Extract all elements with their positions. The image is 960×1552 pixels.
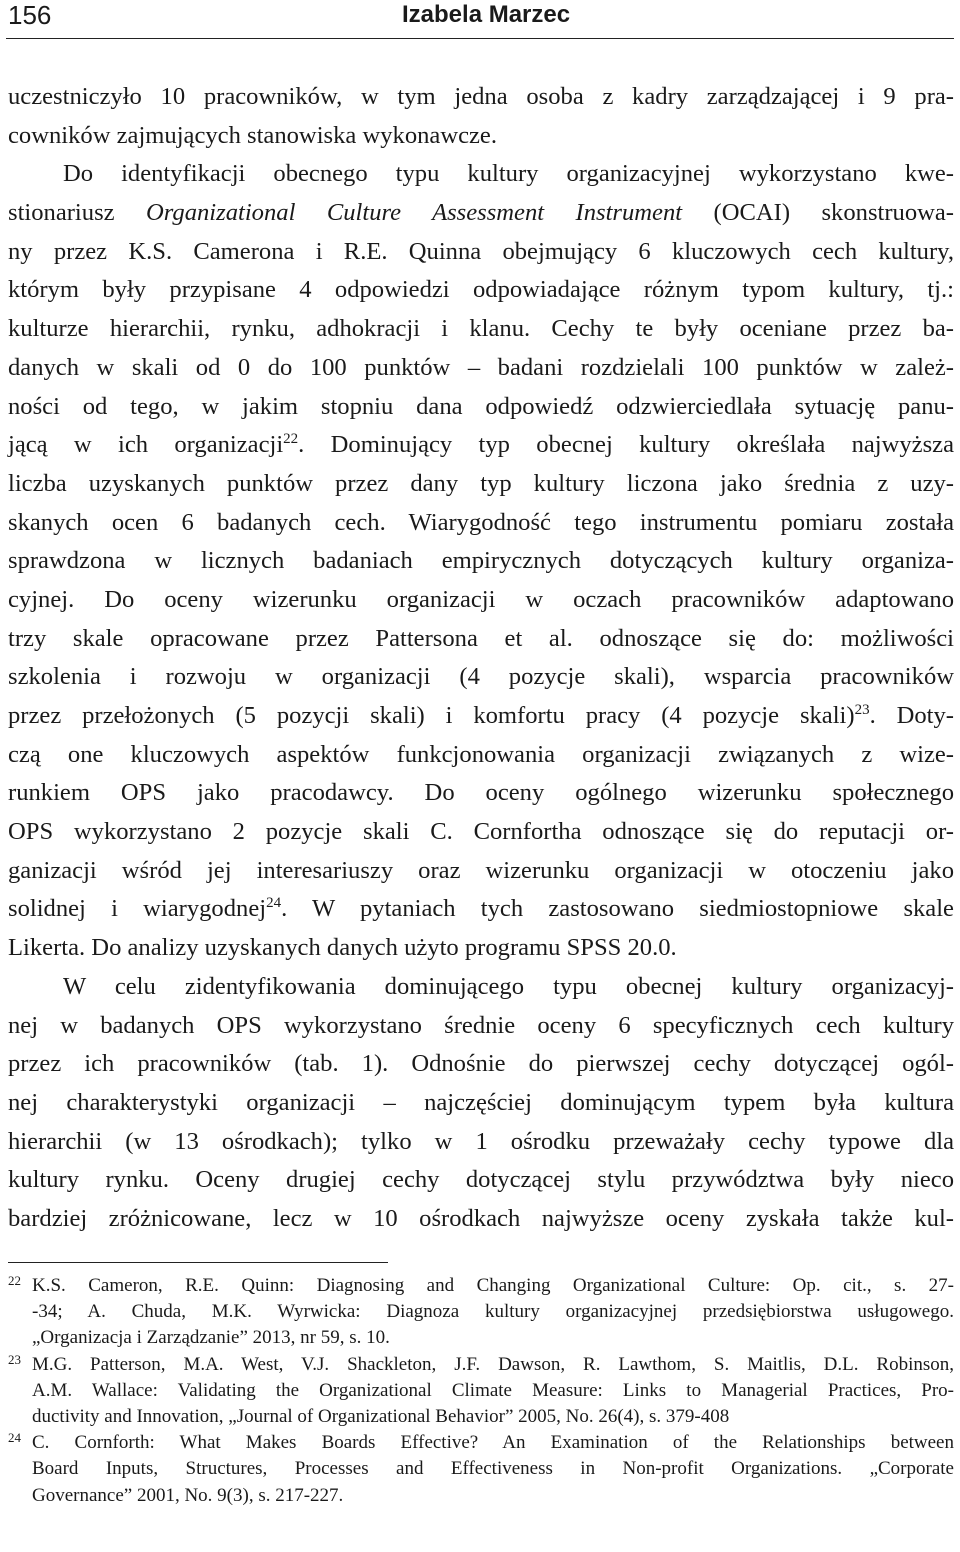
- text-line: nej w badanych OPS wykorzystano średnie oceny 6 specyficznych cech kultury: [8, 1011, 954, 1039]
- text-segment: . Doty-: [869, 702, 954, 729]
- header-rule: [6, 38, 954, 39]
- text-line: hierarchii (w 13 ośrodkach); tylko w 1 ośrodku przeważały cechy typowe dla: [8, 1127, 954, 1155]
- page-header: [0, 0, 960, 38]
- text-line: szkolenia i rozwoju w organizacji (4 pozycje skali), wsparcia pracowników: [8, 663, 954, 691]
- text-segment: przez przełożonych (5 pozycji skali) i komfortu pracy (4 pozycje skali): [8, 702, 855, 729]
- text-segment: solidnej i wiarygodnej: [8, 895, 267, 923]
- text-line: danych w skali od 0 do 100 punktów – badani rozdzielali 100 punktów w zależ-: [8, 353, 954, 381]
- footnote-line: „Organizacja i Zarządzanie” 2013, nr 59, s. 10.: [32, 1327, 390, 1349]
- footnote-23: [8, 1352, 954, 1431]
- footnote-number: 22: [8, 1273, 21, 1288]
- text-line: W celu zidentyfikowania dominującego typu obecnej kultury organizacyj-: [63, 972, 954, 1000]
- text-line: ny przez K.S. Camerona i R.E. Quinna obejmujący 6 kluczowych cech kultury,: [8, 237, 954, 265]
- footnote-line: -34; A. Chuda, M.K. Wyrwicka: Diagnoza kultury organizacyjnej przedsiębiorstwa usługowego.: [32, 1301, 954, 1323]
- footnote-number: 23: [8, 1351, 21, 1367]
- footnote-reference: 22: [283, 431, 299, 448]
- text-line: [8, 890, 954, 929]
- instrument-name-italic: Organizational Culture Assessment Instrument: [146, 199, 683, 227]
- footnote-line: K.S. Cameron, R.E. Quinn: Diagnosing and Changing Organizational Culture: Op. cit., s. 27-: [32, 1275, 954, 1296]
- text-segment: . W pytaniach tych zastosowano siedmiostopniowe skale: [281, 895, 954, 923]
- text-line: skanych ocen 6 badanych cech. Wiarygodność tego instrumentu pomiaru została: [8, 508, 954, 536]
- footnote-separator: [8, 1262, 388, 1263]
- text-line: przez ich pracowników (tab. 1). Odnośnie do pierwszej cechy dotyczącej ogól-: [8, 1050, 954, 1078]
- text-line: którym były przypisane 4 odpowiedzi odpowiadające różnym typom kultury, tj.:: [8, 276, 954, 304]
- footnote-24: [8, 1430, 954, 1509]
- text-line: [8, 194, 954, 233]
- footnote-line: ductivity and Innovation, „Journal of Organizational Behavior” 2005, No. 26(4), s. 379-408: [32, 1405, 730, 1427]
- page-number: 156: [8, 0, 52, 30]
- footnote-line: Governance” 2001, No. 9(3), s. 217-227.: [32, 1484, 344, 1506]
- body-text: [8, 78, 954, 1239]
- text-line: cyjnej. Do oceny wizerunku organizacji w oczach pracowników adaptowano: [8, 585, 954, 613]
- text-line: liczba uzyskanych punktów przez dany typ kultury liczona jako średnia z uzy-: [8, 469, 954, 497]
- footnote-22: [8, 1273, 954, 1352]
- text-segment: (OCAI) skonstruowa-: [682, 199, 955, 227]
- text-line: ganizacji wśród jej interesariuszy oraz wizerunku organizacji w otoczeniu jako: [8, 856, 954, 884]
- text-line: ności od tego, w jakim stopniu dana odpowiedź odzwierciedlała sytuację panu-: [8, 392, 954, 420]
- text-line: Likerta. Do analizy uzyskanych danych użyto programu SPSS 20.0.: [8, 934, 677, 962]
- text-line: trzy skale opracowane przez Pattersona et al. odnoszące się do: możliwości: [8, 624, 954, 652]
- text-line: OPS wykorzystano 2 pozycje skali C. Cornfortha odnoszące się do reputacji or-: [8, 818, 954, 846]
- text-line: kultury rynku. Oceny drugiej cechy dotyczącej stylu przywództwa były nieco: [8, 1166, 954, 1194]
- footnote-number: 24: [8, 1430, 21, 1446]
- text-line: czą one kluczowych aspektów funkcjonowania organizacji związanych z wize-: [8, 740, 954, 768]
- text-segment: . Dominujący typ obecnej kultury określała najwyższa: [298, 431, 954, 459]
- text-line: nej charakterystyki organizacji – najczęściej dominującym typem była kultura: [8, 1088, 954, 1116]
- footnote-line: M.G. Patterson, M.A. West, V.J. Shackleton, J.F. Dawson, R. Lawthom, S. Maitlis, D.L. Robinson,: [32, 1353, 954, 1375]
- text-line: [8, 697, 954, 736]
- text-segment: jącą w ich organizacji: [8, 431, 284, 459]
- running-head-author: Izabela Marzec: [402, 1, 571, 28]
- footnote-line: C. Cornforth: What Makes Boards Effective? An Examination of the Relationships between: [32, 1432, 954, 1454]
- text-line: cowników zajmujących stanowiska wykonawcze.: [8, 121, 497, 149]
- text-line: uczestniczyło 10 pracowników, w tym jedna osoba z kadry zarządzającej i 9 pra-: [8, 83, 954, 110]
- text-line: bardziej zróżnicowane, lecz w 10 ośrodkach najwyższe oceny zyskała także kul-: [8, 1204, 954, 1232]
- text-line: [8, 426, 954, 465]
- footnote-reference: 23: [854, 702, 870, 718]
- text-line: sprawdzona w licznych badaniach empirycznych dotyczących kultury organiza-: [8, 547, 954, 575]
- footnotes: [8, 1273, 954, 1509]
- text-line: runkiem OPS jako pracodawcy. Do oceny ogólnego wizerunku społecznego: [8, 779, 954, 807]
- text-line: Do identyfikacji obecnego typu kultury organizacyjnej wykorzystano kwe-: [63, 160, 954, 188]
- footnote-reference: 24: [266, 895, 282, 912]
- footnote-line: Board Inputs, Structures, Processes and Effectiveness in Non-profit Organizations. „Corporate: [32, 1458, 954, 1480]
- text-segment: stionariusz: [8, 199, 146, 227]
- footnote-line: A.M. Wallace: Validating the Organizational Climate Measure: Links to Managerial Practices, Pro-: [32, 1379, 954, 1401]
- text-line: kulturze hierarchii, rynku, adhokracji i klanu. Cechy te były oceniane przez ba-: [8, 315, 954, 343]
